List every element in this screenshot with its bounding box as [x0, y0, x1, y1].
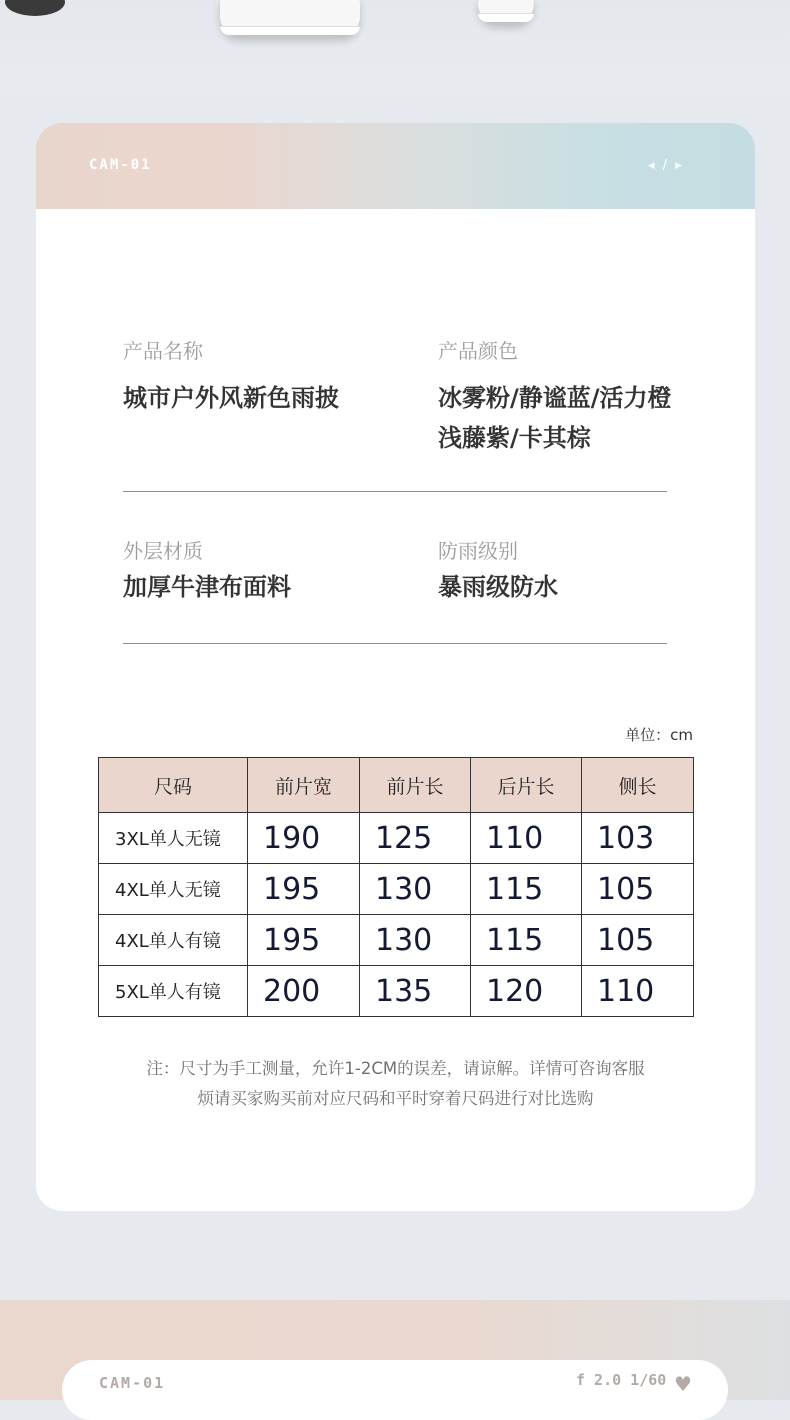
spec-value-outer-material: 加厚牛津布面料	[123, 573, 291, 601]
spec-divider	[123, 643, 667, 644]
sneaker-left-image	[220, 0, 360, 35]
unit-label: 单位：cm	[625, 726, 693, 744]
column-header: 侧长	[582, 758, 694, 813]
spec-value-rain-level: 暴雨级防水	[438, 573, 558, 601]
measure-cell: 105	[582, 864, 694, 915]
measure-cell: 110	[471, 813, 582, 864]
measure-cell: 130	[360, 915, 471, 966]
spec-label-product-name: 产品名称	[123, 339, 203, 363]
measure-cell: 115	[471, 864, 582, 915]
measure-cell: 195	[248, 864, 360, 915]
spec-value-product-name: 城市户外风新色雨披	[123, 384, 339, 412]
measurement-note: 注：尺寸为手工测量，允许1-2CM的误差，请谅解。详情可咨询客服	[146, 1059, 645, 1078]
next-arrow-icon[interactable]: ▸	[675, 158, 682, 173]
measure-cell: 130	[360, 864, 471, 915]
table-row	[99, 915, 694, 966]
table-row	[99, 864, 694, 915]
table-row	[99, 966, 694, 1017]
size-cell: 3XL单人无镜	[99, 813, 248, 864]
photo-shadow	[5, 0, 65, 16]
measure-cell: 115	[471, 915, 582, 966]
measure-cell: 125	[360, 813, 471, 864]
table-row	[99, 813, 694, 864]
next-section-bar	[0, 1300, 790, 1400]
heart-icon[interactable]: ♥	[674, 1372, 692, 1396]
bottom-pill	[62, 1360, 728, 1420]
card-header	[36, 123, 755, 209]
prev-arrow-icon[interactable]: ◂	[648, 158, 655, 173]
spec-label-rain-level: 防雨级别	[438, 539, 518, 563]
measure-cell: 195	[248, 915, 360, 966]
product-info-card	[36, 123, 755, 1211]
size-table	[98, 757, 694, 1017]
column-header: 尺码	[99, 758, 248, 813]
card-code: CAM-01	[89, 157, 152, 173]
spec-label-product-color: 产品颜色	[438, 339, 518, 363]
size-table-header-row	[99, 758, 694, 813]
measure-cell: 103	[582, 813, 694, 864]
sneaker-right-image	[478, 0, 534, 22]
spec-value-product-color: 冰雾粉/静谧蓝/活力橙 浅藤紫/卡其棕	[438, 384, 672, 452]
size-cell: 5XL单人有镜	[99, 966, 248, 1017]
measure-cell: 200	[248, 966, 360, 1017]
column-header: 前片长	[360, 758, 471, 813]
size-cell: 4XL单人有镜	[99, 915, 248, 966]
pager	[648, 158, 682, 173]
column-header: 前片宽	[248, 758, 360, 813]
measure-cell: 135	[360, 966, 471, 1017]
size-cell: 4XL单人无镜	[99, 864, 248, 915]
pager-separator: /	[662, 158, 668, 173]
spec-divider	[123, 491, 667, 492]
product-photo-strip	[0, 0, 790, 95]
column-header: 后片长	[471, 758, 582, 813]
measure-cell: 120	[471, 966, 582, 1017]
measure-cell: 110	[582, 966, 694, 1017]
measure-cell: 105	[582, 915, 694, 966]
pill-code: CAM-01	[99, 1374, 166, 1392]
pill-meta: f 2.0 1/60	[576, 1371, 667, 1389]
spec-label-outer-material: 外层材质	[123, 539, 203, 563]
purchase-note: 烦请买家购买前对应尺码和平时穿着尺码进行对比选购	[197, 1089, 594, 1108]
measure-cell: 190	[248, 813, 360, 864]
